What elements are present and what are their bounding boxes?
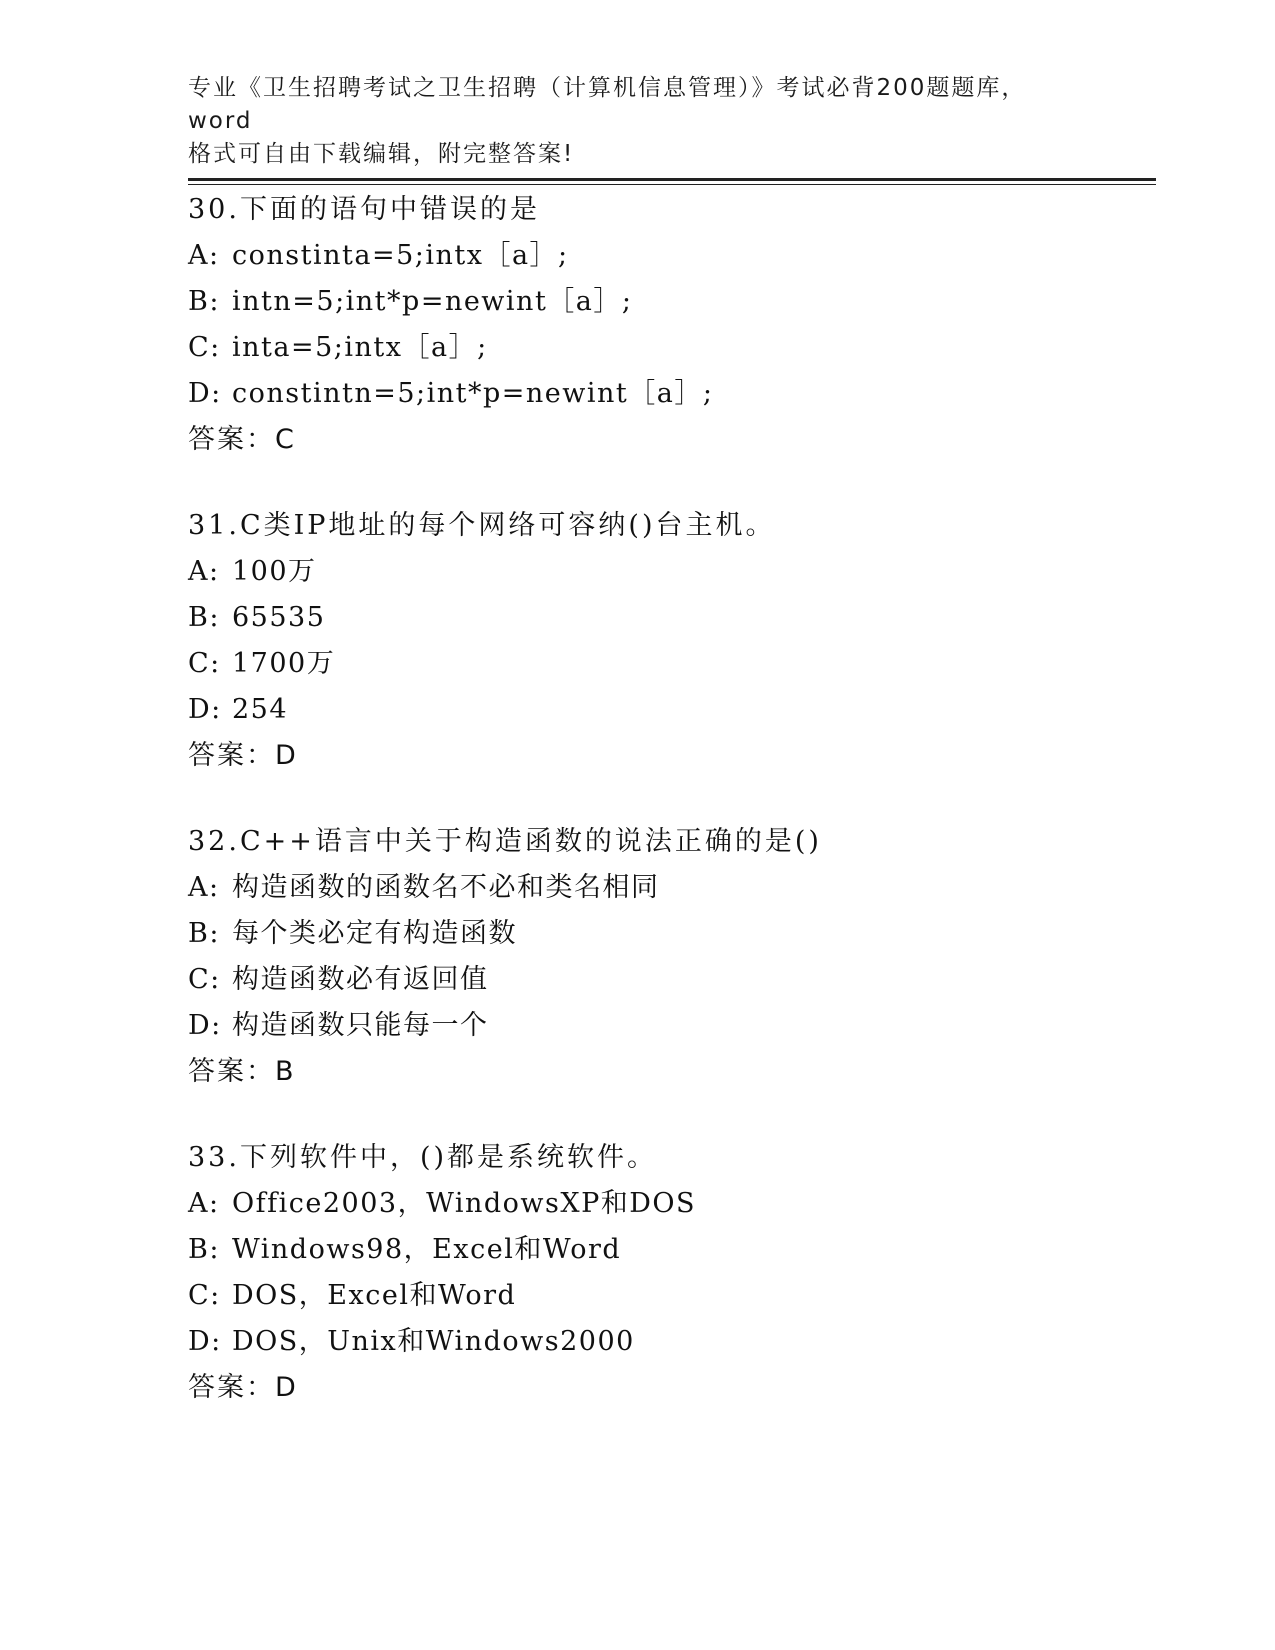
header-line-2: 格式可自由下载编辑，附完整答案! [188, 141, 575, 167]
answer-line [188, 1049, 1148, 1095]
option-text: DOS，Unix和Windows2000 [232, 1326, 635, 1357]
answer-line [188, 733, 1148, 779]
option-c [188, 957, 1148, 1003]
option-key: B: [188, 602, 220, 633]
option-key: B: [188, 286, 220, 317]
option-text: intn=5;int*p=newint［a］; [232, 286, 633, 317]
option-d [188, 1003, 1148, 1049]
option-text: 构造函数的函数名不必和类名相同 [232, 872, 660, 903]
option-a [188, 865, 1148, 911]
header-line-1: 专业《卫生招聘考试之卫生招聘（计算机信息管理）》考试必背200题题库，word [188, 75, 1027, 134]
answer-label: 答案： [188, 1372, 275, 1403]
option-key: A: [188, 1188, 220, 1219]
answer-label: 答案： [188, 424, 275, 455]
option-d [188, 1319, 1148, 1365]
option-c [188, 325, 1148, 371]
question-title: 33.下列软件中，()都是系统软件。 [188, 1142, 658, 1173]
option-text: 254 [232, 694, 289, 725]
answer-label: 答案： [188, 1056, 275, 1087]
question-title: 32.C++语言中关于构造函数的说法正确的是() [188, 826, 822, 857]
answer-value: D [275, 1372, 297, 1403]
option-key: A: [188, 240, 220, 271]
question-30 [188, 187, 1148, 463]
answer-line [188, 1365, 1148, 1411]
option-key: D: [188, 694, 222, 725]
option-b [188, 1227, 1148, 1273]
option-key: D: [188, 1010, 222, 1041]
option-a [188, 1181, 1148, 1227]
option-text: 1700万 [232, 648, 336, 679]
question-33 [188, 1135, 1148, 1411]
answer-line [188, 417, 1148, 463]
answer-value: C [275, 424, 295, 455]
option-key: B: [188, 918, 220, 949]
option-a [188, 233, 1148, 279]
option-b [188, 595, 1148, 641]
option-text: 构造函数必有返回值 [232, 964, 489, 995]
option-d [188, 371, 1148, 417]
question-title: 31.C类IP地址的每个网络可容纳()台主机。 [188, 510, 776, 541]
option-text: 构造函数只能每一个 [232, 1010, 489, 1041]
header-divider-thin [188, 184, 1156, 185]
option-key: C: [188, 1280, 221, 1311]
option-text: constintn=5;int*p=newint［a］; [232, 378, 714, 409]
option-key: C: [188, 964, 221, 995]
option-key: B: [188, 1234, 220, 1265]
option-text: inta=5;intx［a］; [232, 332, 488, 363]
option-c [188, 641, 1148, 687]
option-text: Windows98，Excel和Word [232, 1234, 622, 1265]
question-31 [188, 503, 1148, 779]
document-header [188, 72, 1088, 171]
option-key: C: [188, 648, 221, 679]
answer-value: B [275, 1056, 295, 1087]
option-key: D: [188, 1326, 222, 1357]
option-text: DOS，Excel和Word [232, 1280, 517, 1311]
option-text: Office2003，WindowsXP和DOS [232, 1188, 697, 1219]
question-title: 30.下面的语句中错误的是 [188, 194, 540, 225]
option-a [188, 549, 1148, 595]
option-text: 65535 [232, 602, 326, 633]
option-key: C: [188, 332, 221, 363]
question-32 [188, 819, 1148, 1095]
option-key: A: [188, 556, 220, 587]
option-c [188, 1273, 1148, 1319]
header-divider-thick [188, 178, 1156, 181]
option-d [188, 687, 1148, 733]
option-text: constinta=5;intx［a］; [232, 240, 569, 271]
option-text: 每个类必定有构造函数 [232, 918, 517, 949]
answer-label: 答案： [188, 740, 275, 771]
option-key: D: [188, 378, 222, 409]
option-b [188, 911, 1148, 957]
option-b [188, 279, 1148, 325]
option-text: 100万 [232, 556, 317, 587]
option-key: A: [188, 872, 220, 903]
answer-value: D [275, 740, 297, 771]
